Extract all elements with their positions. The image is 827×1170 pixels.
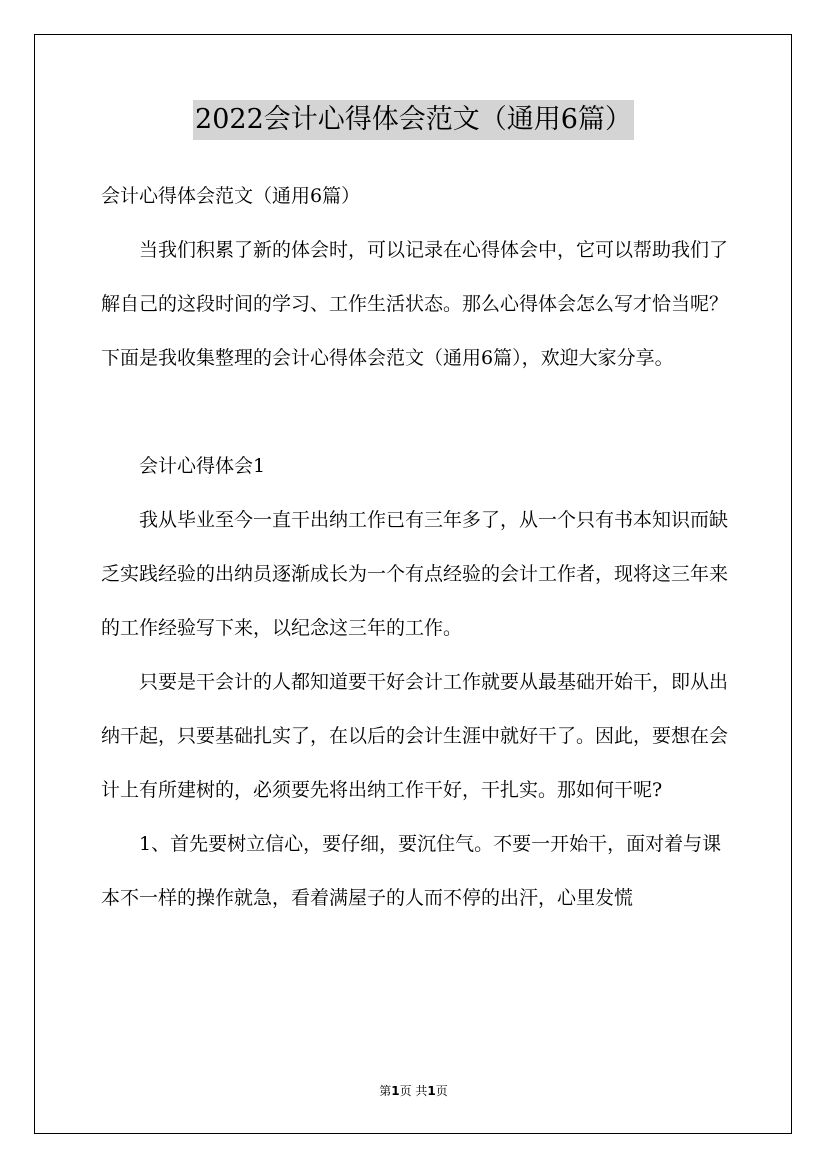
footer-suffix: 页 <box>435 1084 448 1098</box>
document-subtitle: 会计心得体会范文（通用6篇） <box>101 185 361 207</box>
body-paragraph: 只要是干会计的人都知道要干好会计工作就要从最基础开始干，即从出纳干起，只要基础扎实了，在以后的会计生涯中就好干了。因此，要想在会计上有所建树的，必须要先将出纳工作干好，干扎实。那如何干呢? <box>101 671 729 801</box>
body-paragraph: 我从毕业至今一直干出纳工作已有三年多了，从一个只有书本知识而缺乏实践经验的出纳员逐渐成长为一个有点经验的会计工作者，现将这三年来的工作经验写下来，以纪念这三年的工作。 <box>101 509 729 639</box>
title-container <box>0 100 827 140</box>
document-title: 2022会计心得体会范文（通用6篇） <box>193 100 634 140</box>
intro-paragraph: 当我们积累了新的体会时，可以记录在心得体会中，它可以帮助我们了解自己的这段时间的学习、工作生活状态。那么心得体会怎么写才恰当呢？下面是我收集整理的会计心得体会范文（通用6篇），欢迎大家分享。 <box>101 239 729 369</box>
footer-page-total: 1 <box>427 1084 436 1098</box>
section-heading: 会计心得体会1 <box>139 455 266 477</box>
footer-page-number: 1 <box>391 1084 400 1098</box>
document-body <box>101 169 731 925</box>
page-footer <box>0 1082 827 1100</box>
footer-prefix: 第 <box>379 1084 392 1098</box>
footer-mid: 页 共 <box>399 1084 428 1098</box>
body-paragraph: 1、首先要树立信心，要仔细，要沉住气。不要一开始干，面对着与课本不一样的操作就急，看着满屋子的人而不停的出汗，心里发慌 <box>101 833 722 909</box>
